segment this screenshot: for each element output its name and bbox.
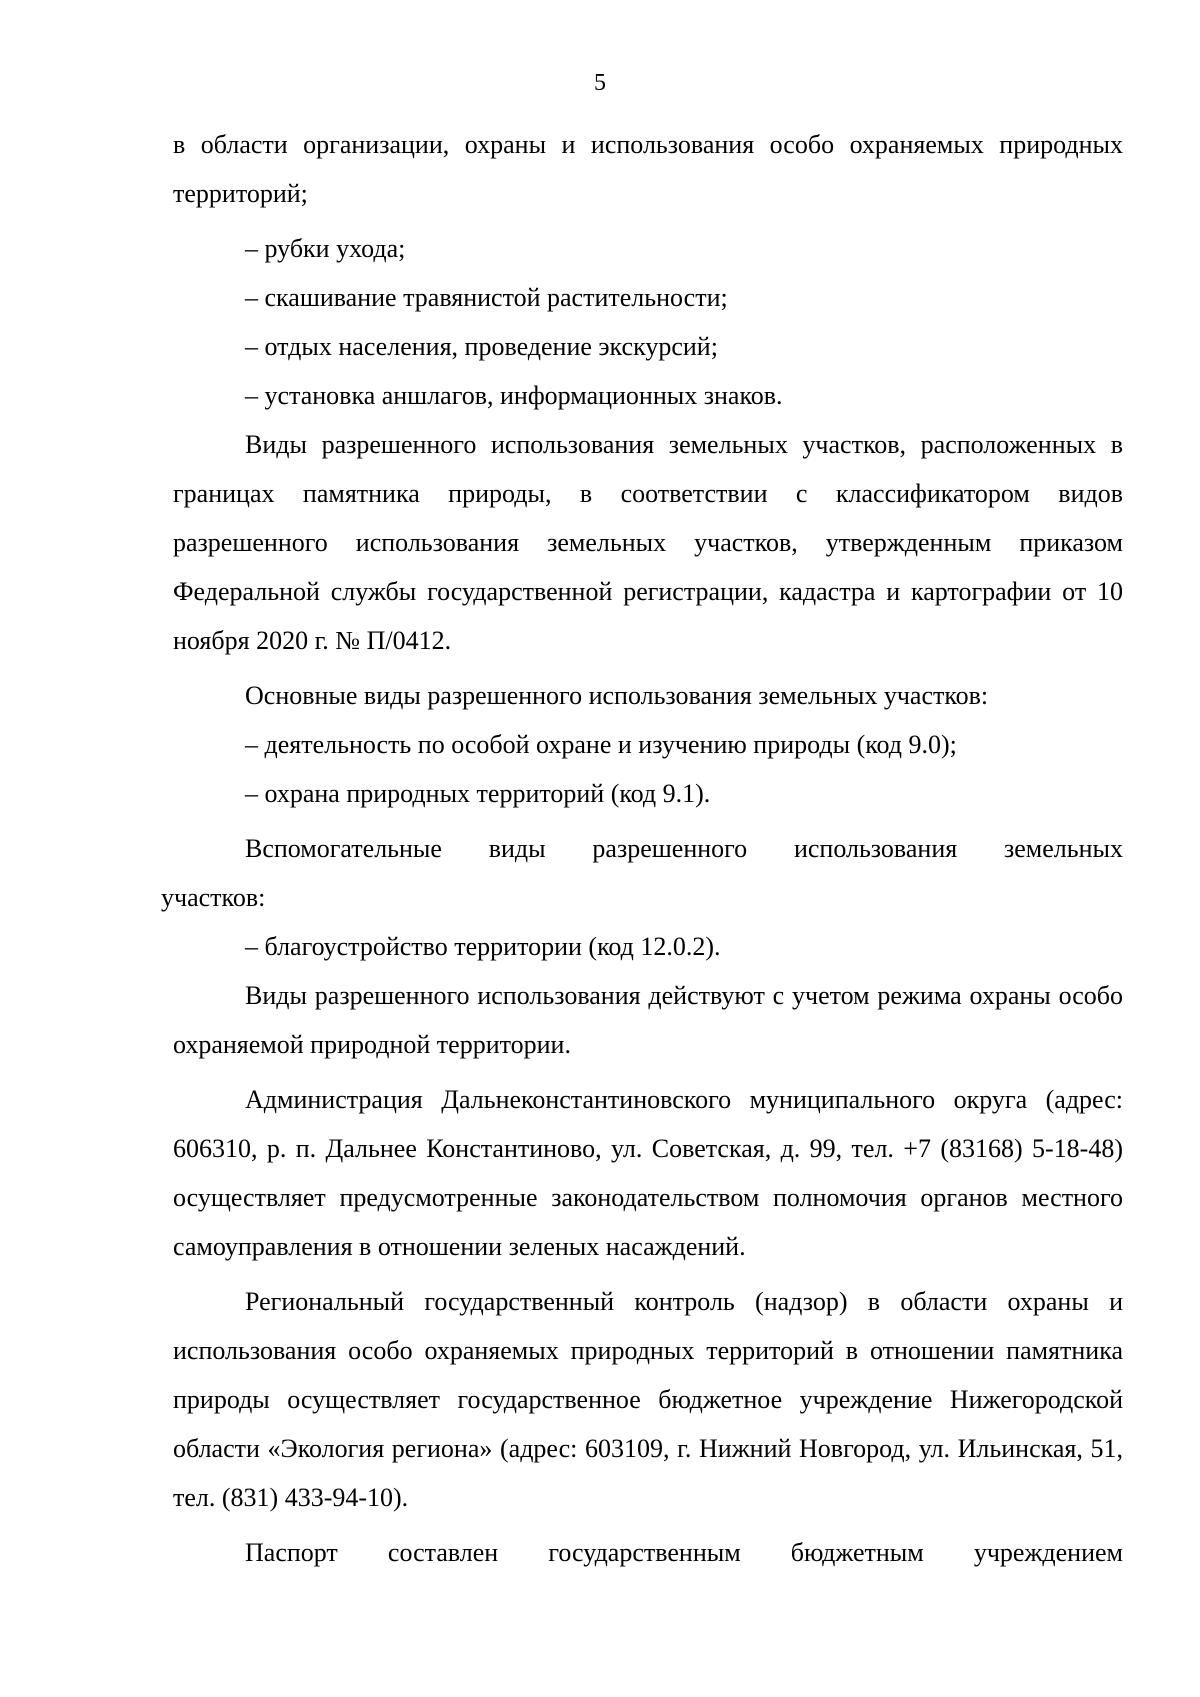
- paragraph-auxiliary-use-types-end: участков:: [161, 883, 266, 912]
- page-number: 5: [594, 70, 606, 96]
- list-item-code-9-1: – охрана природных территорий (код 9.1).: [245, 779, 711, 808]
- paragraph-continuation: в области организации, охраны и использования особо охраняемых природных территорий;: [173, 130, 1123, 208]
- list-item-signs: – установка аншлагов, информационных знаков.: [245, 381, 783, 410]
- paragraph-passport: Паспорт составлен государственным бюджетным учреждением: [245, 1538, 1123, 1567]
- paragraph-auxiliary-use-types: Вспомогательные виды разрешенного использования земельных: [245, 834, 1123, 863]
- list-item-recreation: – отдых населения, проведение экскурсий;: [245, 332, 718, 361]
- paragraph-protection-regime: Виды разрешенного использования действуют с учетом режима охраны особо охраняемой природной территории.: [173, 981, 1123, 1059]
- paragraph-regional-control: Региональный государственный контроль (надзор) в области охраны и использования особо охраняемых природных территорий в отношении памятника природы осуществляет государственное бюджетное учреждение Нижегородской области «Экология региона» (адрес: 603109, г. Нижний Новгород, ул. Ильинская, 51, тел. (831) 433-94-10).: [173, 1287, 1123, 1512]
- list-item-thinning: – рубки ухода;: [245, 234, 406, 263]
- paragraph-land-use-types: Виды разрешенного использования земельных участков, расположенных в границах памятника природы, в соответствии с классификатором видов разрешенного использования земельных участков, утвержденным приказом Федеральной службы государственной регистрации, кадастра и картографии от 10 ноября 2020 г. № П/0412.: [173, 430, 1123, 655]
- paragraph-administration: Администрация Дальнеконстантиновского муниципального округа (адрес: 606310, р. п. Дальнее Константиново, ул. Советская, д. 99, тел. +7 (83168) 5-18-48) осуществляет предусмотренные законодательством полномочия органов местного самоуправления в отношении зеленых насаждений.: [173, 1085, 1123, 1261]
- list-item-code-12-0-2: – благоустройство территории (код 12.0.2).: [245, 932, 721, 961]
- list-item-mowing: – скашивание травянистой растительности;: [245, 283, 728, 312]
- document-body: [161, 120, 1123, 1577]
- list-item-code-9-0: – деятельность по особой охране и изучению природы (код 9.0);: [245, 730, 957, 759]
- paragraph-main-use-types: Основные виды разрешенного использования земельных участков:: [245, 681, 989, 710]
